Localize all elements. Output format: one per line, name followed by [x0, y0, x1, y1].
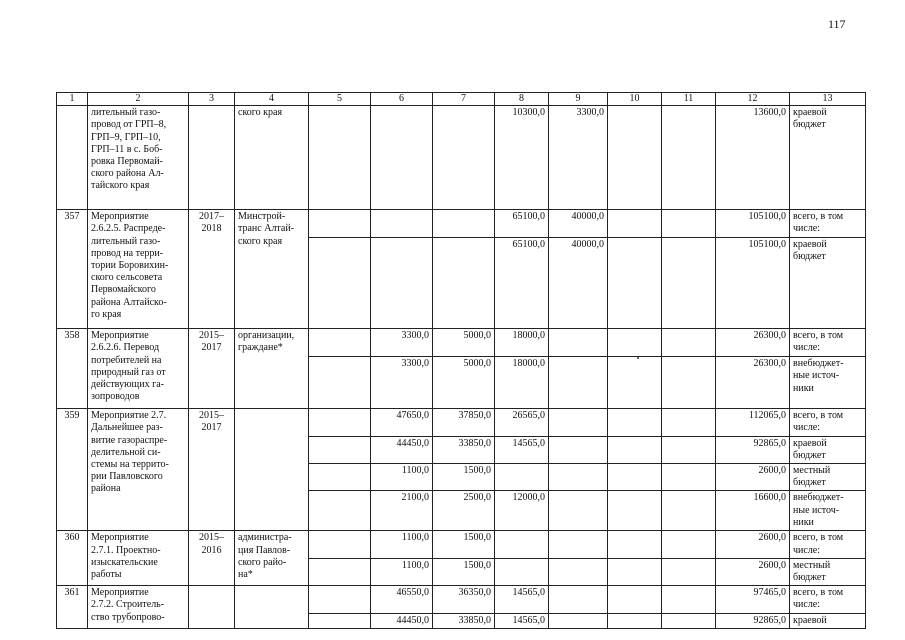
table-cell-col-6: 3300,0: [371, 357, 433, 409]
table-cell-col-2: лительный газо- провод от ГРП–8, ГРП–9, ГРП–10, ГРП–11 в с. Боб- ровка Первомай- ского района Ал- тайского края: [88, 106, 189, 210]
table-cell-col-5: [309, 531, 371, 558]
table-cell-col-5: [309, 436, 371, 463]
table-cell-col-6: [371, 238, 433, 329]
table-cell-col-1: 358: [57, 329, 88, 409]
table-cell-col-12: 16600,0: [716, 491, 790, 531]
page-number: 117: [828, 17, 846, 31]
table-cell-col-9: 3300,0: [549, 106, 608, 210]
table-cell-col-5: [309, 558, 371, 585]
table-cell-col-12: 92865,0: [716, 436, 790, 463]
table-cell-col-2: Мероприятие 2.7.2. Строитель- ство трубопрово-: [88, 586, 189, 629]
table-cell-col-6: 44450,0: [371, 613, 433, 628]
table-cell-col-12: 112065,0: [716, 409, 790, 436]
table-cell-col-10: [608, 238, 662, 329]
table-cell-col-7: [433, 210, 495, 238]
table-cell-col-7: [433, 106, 495, 210]
table-cell-col-12: 13600,0: [716, 106, 790, 210]
table-cell-col-8: 65100,0: [495, 238, 549, 329]
table-cell-col-11: [662, 464, 716, 491]
table-cell-col-12: 26300,0: [716, 329, 790, 357]
table-cell-col-10: [608, 357, 662, 409]
table-cell-col-5: [309, 491, 371, 531]
table-cell-col-10: [608, 531, 662, 558]
table-row: [57, 210, 866, 238]
column-number-4: 4: [235, 93, 309, 106]
table-cell-col-3: 2015– 2017: [189, 409, 235, 531]
table-cell-col-1: [57, 106, 88, 210]
table-cell-col-10: [608, 409, 662, 436]
table-cell-col-1: 357: [57, 210, 88, 329]
table-cell-col-11: [662, 357, 716, 409]
table-cell-col-9: [549, 464, 608, 491]
column-number-12: 12: [716, 93, 790, 106]
column-number-row: [57, 93, 866, 106]
column-number-9: 9: [549, 93, 608, 106]
table-cell-col-11: [662, 106, 716, 210]
table-cell-col-11: [662, 409, 716, 436]
scan-speck: [637, 357, 639, 359]
column-number-1: 1: [57, 93, 88, 106]
table-cell-col-13: всего, в том числе:: [790, 586, 866, 613]
column-number-8: 8: [495, 93, 549, 106]
table-row: [57, 586, 866, 613]
table-cell-col-3: [189, 586, 235, 629]
table-cell-col-9: [549, 531, 608, 558]
table-cell-col-8: 14565,0: [495, 613, 549, 628]
table-cell-col-8: 18000,0: [495, 357, 549, 409]
table-cell-col-13: краевой: [790, 613, 866, 628]
table-cell-col-8: 65100,0: [495, 210, 549, 238]
table-cell-col-6: 1100,0: [371, 531, 433, 558]
table-cell-col-13: краевой бюджет: [790, 238, 866, 329]
column-number-3: 3: [189, 93, 235, 106]
table-cell-col-13: местный бюджет: [790, 464, 866, 491]
table-cell-col-4: [235, 586, 309, 629]
column-number-13: 13: [790, 93, 866, 106]
table-cell-col-8: [495, 531, 549, 558]
column-number-5: 5: [309, 93, 371, 106]
table-cell-col-7: 33850,0: [433, 436, 495, 463]
table-cell-col-8: [495, 464, 549, 491]
table-cell-col-13: местный бюджет: [790, 558, 866, 585]
table-cell-col-2: Мероприятие 2.6.2.6. Перевод потребителей на природный газ от действующих га- зопроводов: [88, 329, 189, 409]
table-cell-col-13: краевой бюджет: [790, 436, 866, 463]
table-cell-col-9: [549, 558, 608, 585]
table-cell-col-5: [309, 464, 371, 491]
table-cell-col-5: [309, 357, 371, 409]
table-cell-col-2: Мероприятие 2.6.2.5. Распреде- лительный газо- провод на терри- тории Боровихин- ского сельсовета Первомайского района Алтайско- го края: [88, 210, 189, 329]
table-cell-col-13: всего, в том числе:: [790, 531, 866, 558]
table-cell-col-4: Минстрой- транс Алтай- ского края: [235, 210, 309, 329]
table-cell-col-11: [662, 210, 716, 238]
table-cell-col-10: [608, 464, 662, 491]
table-cell-col-1: 360: [57, 531, 88, 586]
table-cell-col-5: [309, 106, 371, 210]
table-cell-col-5: [309, 409, 371, 436]
table-cell-col-12: 92865,0: [716, 613, 790, 628]
column-number-11: 11: [662, 93, 716, 106]
table-cell-col-9: 40000,0: [549, 238, 608, 329]
table-cell-col-8: 10300,0: [495, 106, 549, 210]
column-number-7: 7: [433, 93, 495, 106]
table-cell-col-7: 1500,0: [433, 558, 495, 585]
table-cell-col-9: [549, 613, 608, 628]
table-cell-col-6: 2100,0: [371, 491, 433, 531]
table-row: [57, 531, 866, 558]
table-cell-col-1: 361: [57, 586, 88, 629]
table-cell-col-11: [662, 238, 716, 329]
table-cell-col-6: 46550,0: [371, 586, 433, 613]
table-cell-col-6: 1100,0: [371, 558, 433, 585]
table-cell-col-4: организации, граждане*: [235, 329, 309, 409]
table-cell-col-11: [662, 613, 716, 628]
table-cell-col-6: 47650,0: [371, 409, 433, 436]
table-cell-col-5: [309, 329, 371, 357]
table-cell-col-3: 2015– 2016: [189, 531, 235, 586]
table-cell-col-9: [549, 586, 608, 613]
table-row: [57, 329, 866, 357]
table-cell-col-7: 36350,0: [433, 586, 495, 613]
table-cell-col-5: [309, 613, 371, 628]
table-cell-col-4: администра- ция Павлов- ского райо- на*: [235, 531, 309, 586]
table-cell-col-2: Мероприятие 2.7.1. Проектно- изыскательские работы: [88, 531, 189, 586]
table-cell-col-10: [608, 491, 662, 531]
table-cell-col-13: всего, в том числе:: [790, 409, 866, 436]
table-cell-col-8: 14565,0: [495, 436, 549, 463]
table-cell-col-5: [309, 238, 371, 329]
table-cell-col-9: 40000,0: [549, 210, 608, 238]
table-cell-col-13: внебюджет- ные источ- ники: [790, 357, 866, 409]
column-number-2: 2: [88, 93, 189, 106]
table-cell-col-8: 12000,0: [495, 491, 549, 531]
table-row: [57, 409, 866, 436]
table-cell-col-7: 2500,0: [433, 491, 495, 531]
table-cell-col-6: [371, 106, 433, 210]
table-cell-col-4: ского края: [235, 106, 309, 210]
table-cell-col-5: [309, 210, 371, 238]
table-cell-col-9: [549, 329, 608, 357]
table-cell-col-11: [662, 491, 716, 531]
table-cell-col-10: [608, 106, 662, 210]
table-cell-col-3: [189, 106, 235, 210]
table-cell-col-13: всего, в том числе:: [790, 210, 866, 238]
table-cell-col-10: [608, 558, 662, 585]
table-cell-col-10: [608, 329, 662, 357]
table-cell-col-2: Мероприятие 2.7. Дальнейшее раз- витие газораспре- делительной си- стемы на террито- рии Павловского района: [88, 409, 189, 531]
table-cell-col-12: 2600,0: [716, 558, 790, 585]
table-cell-col-10: [608, 436, 662, 463]
table-cell-col-11: [662, 436, 716, 463]
column-number-10: 10: [608, 93, 662, 106]
table-cell-col-10: [608, 613, 662, 628]
table-cell-col-13: краевой бюджет: [790, 106, 866, 210]
table-cell-col-11: [662, 531, 716, 558]
table-cell-col-9: [549, 491, 608, 531]
table-cell-col-6: 1100,0: [371, 464, 433, 491]
table-cell-col-8: 18000,0: [495, 329, 549, 357]
table-cell-col-9: [549, 436, 608, 463]
budget-table: [56, 92, 866, 629]
table-cell-col-9: [549, 409, 608, 436]
column-number-6: 6: [371, 93, 433, 106]
table-cell-col-1: 359: [57, 409, 88, 531]
table-cell-col-12: 105100,0: [716, 210, 790, 238]
table-cell-col-13: всего, в том числе:: [790, 329, 866, 357]
table-cell-col-12: 105100,0: [716, 238, 790, 329]
table-cell-col-12: 2600,0: [716, 531, 790, 558]
table-cell-col-7: 5000,0: [433, 357, 495, 409]
table-cell-col-7: 33850,0: [433, 613, 495, 628]
table-row: [57, 106, 866, 210]
table-cell-col-8: 14565,0: [495, 586, 549, 613]
table-cell-col-10: [608, 210, 662, 238]
table-cell-col-11: [662, 558, 716, 585]
table-cell-col-9: [549, 357, 608, 409]
table-cell-col-6: 3300,0: [371, 329, 433, 357]
table-cell-col-3: 2015– 2017: [189, 329, 235, 409]
table-cell-col-13: внебюджет- ные источ- ники: [790, 491, 866, 531]
table-cell-col-4: [235, 409, 309, 531]
table-cell-col-6: [371, 210, 433, 238]
table-cell-col-5: [309, 586, 371, 613]
table-cell-col-7: [433, 238, 495, 329]
table-cell-col-7: 37850,0: [433, 409, 495, 436]
table-cell-col-10: [608, 586, 662, 613]
table-cell-col-11: [662, 329, 716, 357]
table-cell-col-7: 1500,0: [433, 464, 495, 491]
table-cell-col-6: 44450,0: [371, 436, 433, 463]
table-cell-col-8: 26565,0: [495, 409, 549, 436]
table-body: [57, 93, 866, 629]
table-cell-col-11: [662, 586, 716, 613]
table-cell-col-8: [495, 558, 549, 585]
table-cell-col-12: 2600,0: [716, 464, 790, 491]
table-cell-col-12: 26300,0: [716, 357, 790, 409]
table-cell-col-7: 1500,0: [433, 531, 495, 558]
table-cell-col-12: 97465,0: [716, 586, 790, 613]
table-cell-col-7: 5000,0: [433, 329, 495, 357]
table-cell-col-3: 2017– 2018: [189, 210, 235, 329]
